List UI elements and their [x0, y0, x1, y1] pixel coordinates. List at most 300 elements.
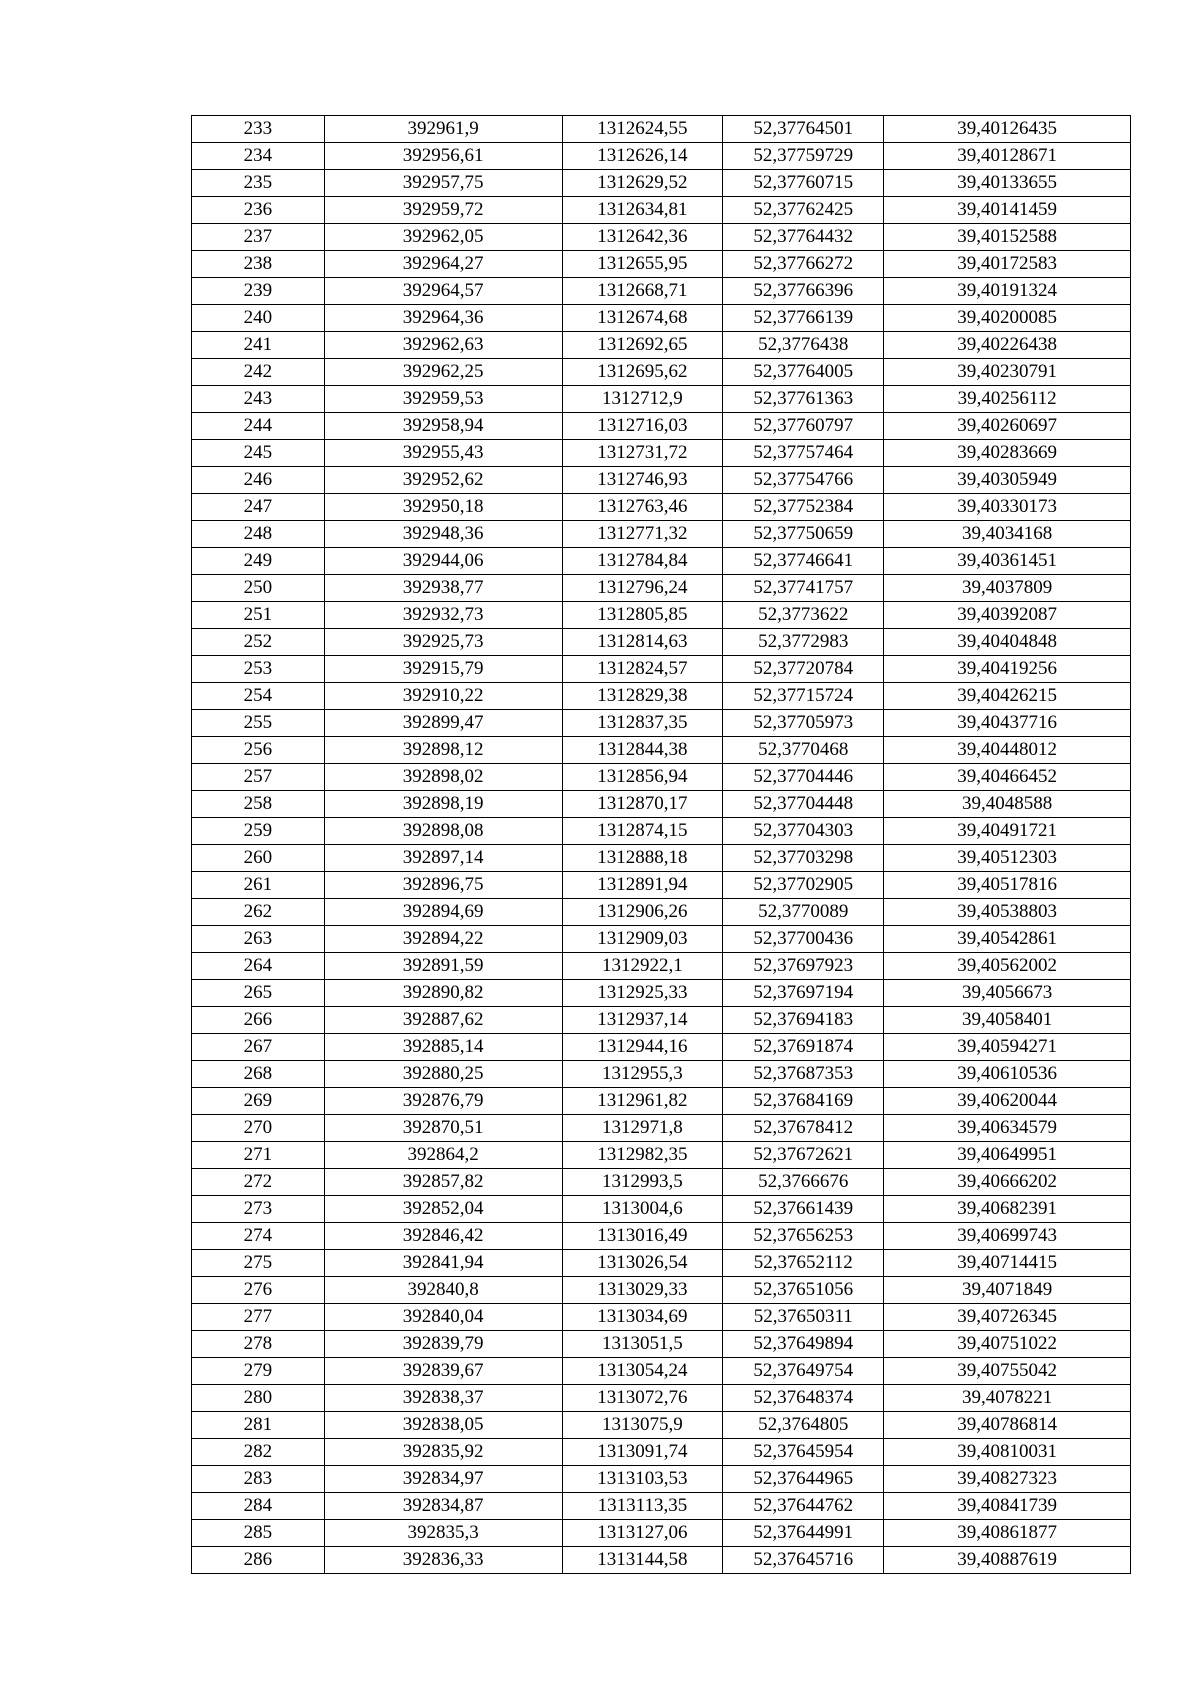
- y-coordinate-cell: 1312870,17: [562, 791, 723, 818]
- x-coordinate-cell: 392964,57: [324, 278, 562, 305]
- y-coordinate-cell: 1312906,26: [562, 899, 723, 926]
- longitude-cell: 39,40594271: [884, 1034, 1131, 1061]
- point-number-cell: 237: [192, 224, 325, 251]
- latitude-cell: 52,37746641: [723, 548, 884, 575]
- table-row: [192, 1169, 1131, 1196]
- x-coordinate-cell: 392841,94: [324, 1250, 562, 1277]
- latitude-cell: 52,37697194: [723, 980, 884, 1007]
- x-coordinate-cell: 392959,53: [324, 386, 562, 413]
- table-row: [192, 872, 1131, 899]
- table-row: [192, 1142, 1131, 1169]
- latitude-cell: 52,37741757: [723, 575, 884, 602]
- x-coordinate-cell: 392932,73: [324, 602, 562, 629]
- x-coordinate-cell: 392838,37: [324, 1385, 562, 1412]
- x-coordinate-cell: 392952,62: [324, 467, 562, 494]
- point-number-cell: 272: [192, 1169, 325, 1196]
- y-coordinate-cell: 1312784,84: [562, 548, 723, 575]
- y-coordinate-cell: 1312874,15: [562, 818, 723, 845]
- point-number-cell: 286: [192, 1547, 325, 1574]
- latitude-cell: 52,37684169: [723, 1088, 884, 1115]
- point-number-cell: 282: [192, 1439, 325, 1466]
- table-row: [192, 791, 1131, 818]
- point-number-cell: 233: [192, 116, 325, 143]
- y-coordinate-cell: 1312746,93: [562, 467, 723, 494]
- y-coordinate-cell: 1312824,57: [562, 656, 723, 683]
- y-coordinate-cell: 1312856,94: [562, 764, 723, 791]
- longitude-cell: 39,40448012: [884, 737, 1131, 764]
- longitude-cell: 39,40126435: [884, 116, 1131, 143]
- point-number-cell: 284: [192, 1493, 325, 1520]
- longitude-cell: 39,40726345: [884, 1304, 1131, 1331]
- point-number-cell: 269: [192, 1088, 325, 1115]
- table-row: [192, 575, 1131, 602]
- point-number-cell: 268: [192, 1061, 325, 1088]
- y-coordinate-cell: 1312674,68: [562, 305, 723, 332]
- table-row: [192, 1088, 1131, 1115]
- latitude-cell: 52,37764432: [723, 224, 884, 251]
- latitude-cell: 52,37678412: [723, 1115, 884, 1142]
- y-coordinate-cell: 1312814,63: [562, 629, 723, 656]
- latitude-cell: 52,37760797: [723, 413, 884, 440]
- y-coordinate-cell: 1312955,3: [562, 1061, 723, 1088]
- table-row: [192, 1439, 1131, 1466]
- point-number-cell: 246: [192, 467, 325, 494]
- table-row: [192, 1304, 1131, 1331]
- point-number-cell: 279: [192, 1358, 325, 1385]
- point-number-cell: 267: [192, 1034, 325, 1061]
- point-number-cell: 283: [192, 1466, 325, 1493]
- latitude-cell: 52,37644762: [723, 1493, 884, 1520]
- latitude-cell: 52,37704448: [723, 791, 884, 818]
- point-number-cell: 256: [192, 737, 325, 764]
- longitude-cell: 39,4037809: [884, 575, 1131, 602]
- x-coordinate-cell: 392835,92: [324, 1439, 562, 1466]
- longitude-cell: 39,40426215: [884, 683, 1131, 710]
- table-row: [192, 845, 1131, 872]
- y-coordinate-cell: 1312712,9: [562, 386, 723, 413]
- point-number-cell: 250: [192, 575, 325, 602]
- point-number-cell: 281: [192, 1412, 325, 1439]
- point-number-cell: 285: [192, 1520, 325, 1547]
- latitude-cell: 52,3770089: [723, 899, 884, 926]
- longitude-cell: 39,40666202: [884, 1169, 1131, 1196]
- latitude-cell: 52,37649894: [723, 1331, 884, 1358]
- longitude-cell: 39,4048588: [884, 791, 1131, 818]
- latitude-cell: 52,37644965: [723, 1466, 884, 1493]
- y-coordinate-cell: 1312937,14: [562, 1007, 723, 1034]
- longitude-cell: 39,40419256: [884, 656, 1131, 683]
- point-number-cell: 278: [192, 1331, 325, 1358]
- latitude-cell: 52,37650311: [723, 1304, 884, 1331]
- table-row: [192, 926, 1131, 953]
- table-row: [192, 224, 1131, 251]
- x-coordinate-cell: 392857,82: [324, 1169, 562, 1196]
- table-row: [192, 1250, 1131, 1277]
- x-coordinate-cell: 392890,82: [324, 980, 562, 1007]
- table-row: [192, 440, 1131, 467]
- table-row: [192, 467, 1131, 494]
- x-coordinate-cell: 392885,14: [324, 1034, 562, 1061]
- x-coordinate-cell: 392948,36: [324, 521, 562, 548]
- x-coordinate-cell: 392964,36: [324, 305, 562, 332]
- latitude-cell: 52,37648374: [723, 1385, 884, 1412]
- x-coordinate-cell: 392834,97: [324, 1466, 562, 1493]
- x-coordinate-cell: 392894,22: [324, 926, 562, 953]
- longitude-cell: 39,40172583: [884, 251, 1131, 278]
- point-number-cell: 270: [192, 1115, 325, 1142]
- table-row: [192, 1115, 1131, 1142]
- latitude-cell: 52,3770468: [723, 737, 884, 764]
- table-row: [192, 1277, 1131, 1304]
- table-row: [192, 1007, 1131, 1034]
- longitude-cell: 39,40682391: [884, 1196, 1131, 1223]
- point-number-cell: 275: [192, 1250, 325, 1277]
- point-number-cell: 274: [192, 1223, 325, 1250]
- y-coordinate-cell: 1312668,71: [562, 278, 723, 305]
- longitude-cell: 39,4034168: [884, 521, 1131, 548]
- longitude-cell: 39,40230791: [884, 359, 1131, 386]
- table-row: [192, 1412, 1131, 1439]
- point-number-cell: 240: [192, 305, 325, 332]
- x-coordinate-cell: 392898,02: [324, 764, 562, 791]
- table-row: [192, 251, 1131, 278]
- point-number-cell: 241: [192, 332, 325, 359]
- y-coordinate-cell: 1312731,72: [562, 440, 723, 467]
- table-row: [192, 818, 1131, 845]
- table-row: [192, 602, 1131, 629]
- point-number-cell: 261: [192, 872, 325, 899]
- y-coordinate-cell: 1313004,6: [562, 1196, 723, 1223]
- latitude-cell: 52,3776438: [723, 332, 884, 359]
- latitude-cell: 52,37645716: [723, 1547, 884, 1574]
- latitude-cell: 52,37704446: [723, 764, 884, 791]
- longitude-cell: 39,40517816: [884, 872, 1131, 899]
- x-coordinate-cell: 392896,75: [324, 872, 562, 899]
- point-number-cell: 234: [192, 143, 325, 170]
- table-row: [192, 1331, 1131, 1358]
- point-number-cell: 255: [192, 710, 325, 737]
- table-row: [192, 764, 1131, 791]
- y-coordinate-cell: 1312624,55: [562, 116, 723, 143]
- longitude-cell: 39,40256112: [884, 386, 1131, 413]
- table-row: [192, 1034, 1131, 1061]
- table-row: [192, 494, 1131, 521]
- table-row: [192, 1520, 1131, 1547]
- x-coordinate-cell: 392925,73: [324, 629, 562, 656]
- longitude-cell: 39,4071849: [884, 1277, 1131, 1304]
- x-coordinate-cell: 392944,06: [324, 548, 562, 575]
- table-row: [192, 116, 1131, 143]
- y-coordinate-cell: 1312796,24: [562, 575, 723, 602]
- longitude-cell: 39,40649951: [884, 1142, 1131, 1169]
- point-number-cell: 238: [192, 251, 325, 278]
- y-coordinate-cell: 1312634,81: [562, 197, 723, 224]
- latitude-cell: 52,37752384: [723, 494, 884, 521]
- y-coordinate-cell: 1313034,69: [562, 1304, 723, 1331]
- longitude-cell: 39,40200085: [884, 305, 1131, 332]
- latitude-cell: 52,37672621: [723, 1142, 884, 1169]
- longitude-cell: 39,40699743: [884, 1223, 1131, 1250]
- point-number-cell: 273: [192, 1196, 325, 1223]
- x-coordinate-cell: 392898,08: [324, 818, 562, 845]
- x-coordinate-cell: 392836,33: [324, 1547, 562, 1574]
- latitude-cell: 52,37705973: [723, 710, 884, 737]
- point-number-cell: 243: [192, 386, 325, 413]
- latitude-cell: 52,37704303: [723, 818, 884, 845]
- longitude-cell: 39,40755042: [884, 1358, 1131, 1385]
- y-coordinate-cell: 1313144,58: [562, 1547, 723, 1574]
- longitude-cell: 39,4078221: [884, 1385, 1131, 1412]
- table-row: [192, 656, 1131, 683]
- x-coordinate-cell: 392915,79: [324, 656, 562, 683]
- latitude-cell: 52,37649754: [723, 1358, 884, 1385]
- latitude-cell: 52,37764005: [723, 359, 884, 386]
- y-coordinate-cell: 1312925,33: [562, 980, 723, 1007]
- latitude-cell: 52,37715724: [723, 683, 884, 710]
- latitude-cell: 52,37761363: [723, 386, 884, 413]
- point-number-cell: 277: [192, 1304, 325, 1331]
- table-row: [192, 359, 1131, 386]
- longitude-cell: 39,40610536: [884, 1061, 1131, 1088]
- longitude-cell: 39,40361451: [884, 548, 1131, 575]
- table-row: [192, 1466, 1131, 1493]
- x-coordinate-cell: 392834,87: [324, 1493, 562, 1520]
- y-coordinate-cell: 1312944,16: [562, 1034, 723, 1061]
- point-number-cell: 259: [192, 818, 325, 845]
- longitude-cell: 39,40751022: [884, 1331, 1131, 1358]
- table-row: [192, 737, 1131, 764]
- x-coordinate-cell: 392959,72: [324, 197, 562, 224]
- point-number-cell: 252: [192, 629, 325, 656]
- longitude-cell: 39,4058401: [884, 1007, 1131, 1034]
- table-row: [192, 1358, 1131, 1385]
- latitude-cell: 52,3764805: [723, 1412, 884, 1439]
- latitude-cell: 52,37760715: [723, 170, 884, 197]
- x-coordinate-cell: 392894,69: [324, 899, 562, 926]
- longitude-cell: 39,40191324: [884, 278, 1131, 305]
- point-number-cell: 251: [192, 602, 325, 629]
- x-coordinate-cell: 392870,51: [324, 1115, 562, 1142]
- point-number-cell: 266: [192, 1007, 325, 1034]
- x-coordinate-cell: 392962,05: [324, 224, 562, 251]
- longitude-cell: 39,4056673: [884, 980, 1131, 1007]
- latitude-cell: 52,37651056: [723, 1277, 884, 1304]
- x-coordinate-cell: 392839,79: [324, 1331, 562, 1358]
- table-row: [192, 332, 1131, 359]
- point-number-cell: 235: [192, 170, 325, 197]
- longitude-cell: 39,40260697: [884, 413, 1131, 440]
- x-coordinate-cell: 392839,67: [324, 1358, 562, 1385]
- point-number-cell: 244: [192, 413, 325, 440]
- x-coordinate-cell: 392938,77: [324, 575, 562, 602]
- table-row: [192, 548, 1131, 575]
- point-number-cell: 247: [192, 494, 325, 521]
- table-row: [192, 899, 1131, 926]
- y-coordinate-cell: 1313103,53: [562, 1466, 723, 1493]
- latitude-cell: 52,37720784: [723, 656, 884, 683]
- y-coordinate-cell: 1313072,76: [562, 1385, 723, 1412]
- table-row: [192, 521, 1131, 548]
- latitude-cell: 52,3773622: [723, 602, 884, 629]
- x-coordinate-cell: 392962,25: [324, 359, 562, 386]
- x-coordinate-cell: 392961,9: [324, 116, 562, 143]
- point-number-cell: 258: [192, 791, 325, 818]
- longitude-cell: 39,40128671: [884, 143, 1131, 170]
- point-number-cell: 280: [192, 1385, 325, 1412]
- longitude-cell: 39,40226438: [884, 332, 1131, 359]
- longitude-cell: 39,40404848: [884, 629, 1131, 656]
- longitude-cell: 39,40437716: [884, 710, 1131, 737]
- latitude-cell: 52,37656253: [723, 1223, 884, 1250]
- table-row: [192, 710, 1131, 737]
- longitude-cell: 39,40827323: [884, 1466, 1131, 1493]
- x-coordinate-cell: 392852,04: [324, 1196, 562, 1223]
- y-coordinate-cell: 1312888,18: [562, 845, 723, 872]
- point-number-cell: 236: [192, 197, 325, 224]
- x-coordinate-cell: 392846,42: [324, 1223, 562, 1250]
- x-coordinate-cell: 392840,8: [324, 1277, 562, 1304]
- x-coordinate-cell: 392891,59: [324, 953, 562, 980]
- x-coordinate-cell: 392835,3: [324, 1520, 562, 1547]
- table-row: [192, 386, 1131, 413]
- latitude-cell: 52,37754766: [723, 467, 884, 494]
- y-coordinate-cell: 1312971,8: [562, 1115, 723, 1142]
- longitude-cell: 39,40542861: [884, 926, 1131, 953]
- y-coordinate-cell: 1312844,38: [562, 737, 723, 764]
- latitude-cell: 52,37702905: [723, 872, 884, 899]
- longitude-cell: 39,40392087: [884, 602, 1131, 629]
- longitude-cell: 39,40786814: [884, 1412, 1131, 1439]
- table-row: [192, 305, 1131, 332]
- longitude-cell: 39,40152588: [884, 224, 1131, 251]
- longitude-cell: 39,40810031: [884, 1439, 1131, 1466]
- latitude-cell: 52,37661439: [723, 1196, 884, 1223]
- latitude-cell: 52,3766676: [723, 1169, 884, 1196]
- longitude-cell: 39,40861877: [884, 1520, 1131, 1547]
- y-coordinate-cell: 1312716,03: [562, 413, 723, 440]
- longitude-cell: 39,40466452: [884, 764, 1131, 791]
- latitude-cell: 52,37700436: [723, 926, 884, 953]
- x-coordinate-cell: 392876,79: [324, 1088, 562, 1115]
- x-coordinate-cell: 392838,05: [324, 1412, 562, 1439]
- longitude-cell: 39,40512303: [884, 845, 1131, 872]
- latitude-cell: 52,37766396: [723, 278, 884, 305]
- coordinates-table: [191, 115, 1131, 1574]
- y-coordinate-cell: 1312993,5: [562, 1169, 723, 1196]
- y-coordinate-cell: 1313127,06: [562, 1520, 723, 1547]
- longitude-cell: 39,40538803: [884, 899, 1131, 926]
- table-row: [192, 683, 1131, 710]
- table-row: [192, 278, 1131, 305]
- point-number-cell: 257: [192, 764, 325, 791]
- latitude-cell: 52,37687353: [723, 1061, 884, 1088]
- point-number-cell: 264: [192, 953, 325, 980]
- latitude-cell: 52,37644991: [723, 1520, 884, 1547]
- table-row: [192, 170, 1131, 197]
- latitude-cell: 52,37764501: [723, 116, 884, 143]
- x-coordinate-cell: 392957,75: [324, 170, 562, 197]
- longitude-cell: 39,40283669: [884, 440, 1131, 467]
- latitude-cell: 52,37703298: [723, 845, 884, 872]
- longitude-cell: 39,40562002: [884, 953, 1131, 980]
- y-coordinate-cell: 1312695,62: [562, 359, 723, 386]
- y-coordinate-cell: 1312629,52: [562, 170, 723, 197]
- table-row: [192, 953, 1131, 980]
- point-number-cell: 262: [192, 899, 325, 926]
- y-coordinate-cell: 1312642,36: [562, 224, 723, 251]
- y-coordinate-cell: 1313016,49: [562, 1223, 723, 1250]
- table-row: [192, 1493, 1131, 1520]
- longitude-cell: 39,40620044: [884, 1088, 1131, 1115]
- y-coordinate-cell: 1313054,24: [562, 1358, 723, 1385]
- x-coordinate-cell: 392899,47: [324, 710, 562, 737]
- table-row: [192, 197, 1131, 224]
- y-coordinate-cell: 1312982,35: [562, 1142, 723, 1169]
- x-coordinate-cell: 392880,25: [324, 1061, 562, 1088]
- y-coordinate-cell: 1312837,35: [562, 710, 723, 737]
- point-number-cell: 242: [192, 359, 325, 386]
- y-coordinate-cell: 1312922,1: [562, 953, 723, 980]
- point-number-cell: 276: [192, 1277, 325, 1304]
- longitude-cell: 39,40133655: [884, 170, 1131, 197]
- table-row: [192, 1223, 1131, 1250]
- y-coordinate-cell: 1312961,82: [562, 1088, 723, 1115]
- y-coordinate-cell: 1313029,33: [562, 1277, 723, 1304]
- coordinates-table-body: [192, 116, 1131, 1574]
- table-row: [192, 629, 1131, 656]
- longitude-cell: 39,40634579: [884, 1115, 1131, 1142]
- x-coordinate-cell: 392950,18: [324, 494, 562, 521]
- latitude-cell: 52,37691874: [723, 1034, 884, 1061]
- latitude-cell: 52,37766272: [723, 251, 884, 278]
- x-coordinate-cell: 392898,12: [324, 737, 562, 764]
- y-coordinate-cell: 1312891,94: [562, 872, 723, 899]
- y-coordinate-cell: 1312829,38: [562, 683, 723, 710]
- table-row: [192, 980, 1131, 1007]
- longitude-cell: 39,40887619: [884, 1547, 1131, 1574]
- x-coordinate-cell: 392864,2: [324, 1142, 562, 1169]
- longitude-cell: 39,40491721: [884, 818, 1131, 845]
- x-coordinate-cell: 392955,43: [324, 440, 562, 467]
- point-number-cell: 245: [192, 440, 325, 467]
- y-coordinate-cell: 1312771,32: [562, 521, 723, 548]
- y-coordinate-cell: 1312626,14: [562, 143, 723, 170]
- point-number-cell: 248: [192, 521, 325, 548]
- latitude-cell: 52,37694183: [723, 1007, 884, 1034]
- latitude-cell: 52,37645954: [723, 1439, 884, 1466]
- y-coordinate-cell: 1313075,9: [562, 1412, 723, 1439]
- latitude-cell: 52,37766139: [723, 305, 884, 332]
- point-number-cell: 239: [192, 278, 325, 305]
- y-coordinate-cell: 1313026,54: [562, 1250, 723, 1277]
- x-coordinate-cell: 392910,22: [324, 683, 562, 710]
- latitude-cell: 52,37757464: [723, 440, 884, 467]
- y-coordinate-cell: 1312692,65: [562, 332, 723, 359]
- point-number-cell: 260: [192, 845, 325, 872]
- x-coordinate-cell: 392958,94: [324, 413, 562, 440]
- longitude-cell: 39,40330173: [884, 494, 1131, 521]
- latitude-cell: 52,37762425: [723, 197, 884, 224]
- y-coordinate-cell: 1312805,85: [562, 602, 723, 629]
- table-row: [192, 413, 1131, 440]
- x-coordinate-cell: 392840,04: [324, 1304, 562, 1331]
- longitude-cell: 39,40141459: [884, 197, 1131, 224]
- y-coordinate-cell: 1313091,74: [562, 1439, 723, 1466]
- y-coordinate-cell: 1313113,35: [562, 1493, 723, 1520]
- latitude-cell: 52,37750659: [723, 521, 884, 548]
- y-coordinate-cell: 1312763,46: [562, 494, 723, 521]
- table-row: [192, 1061, 1131, 1088]
